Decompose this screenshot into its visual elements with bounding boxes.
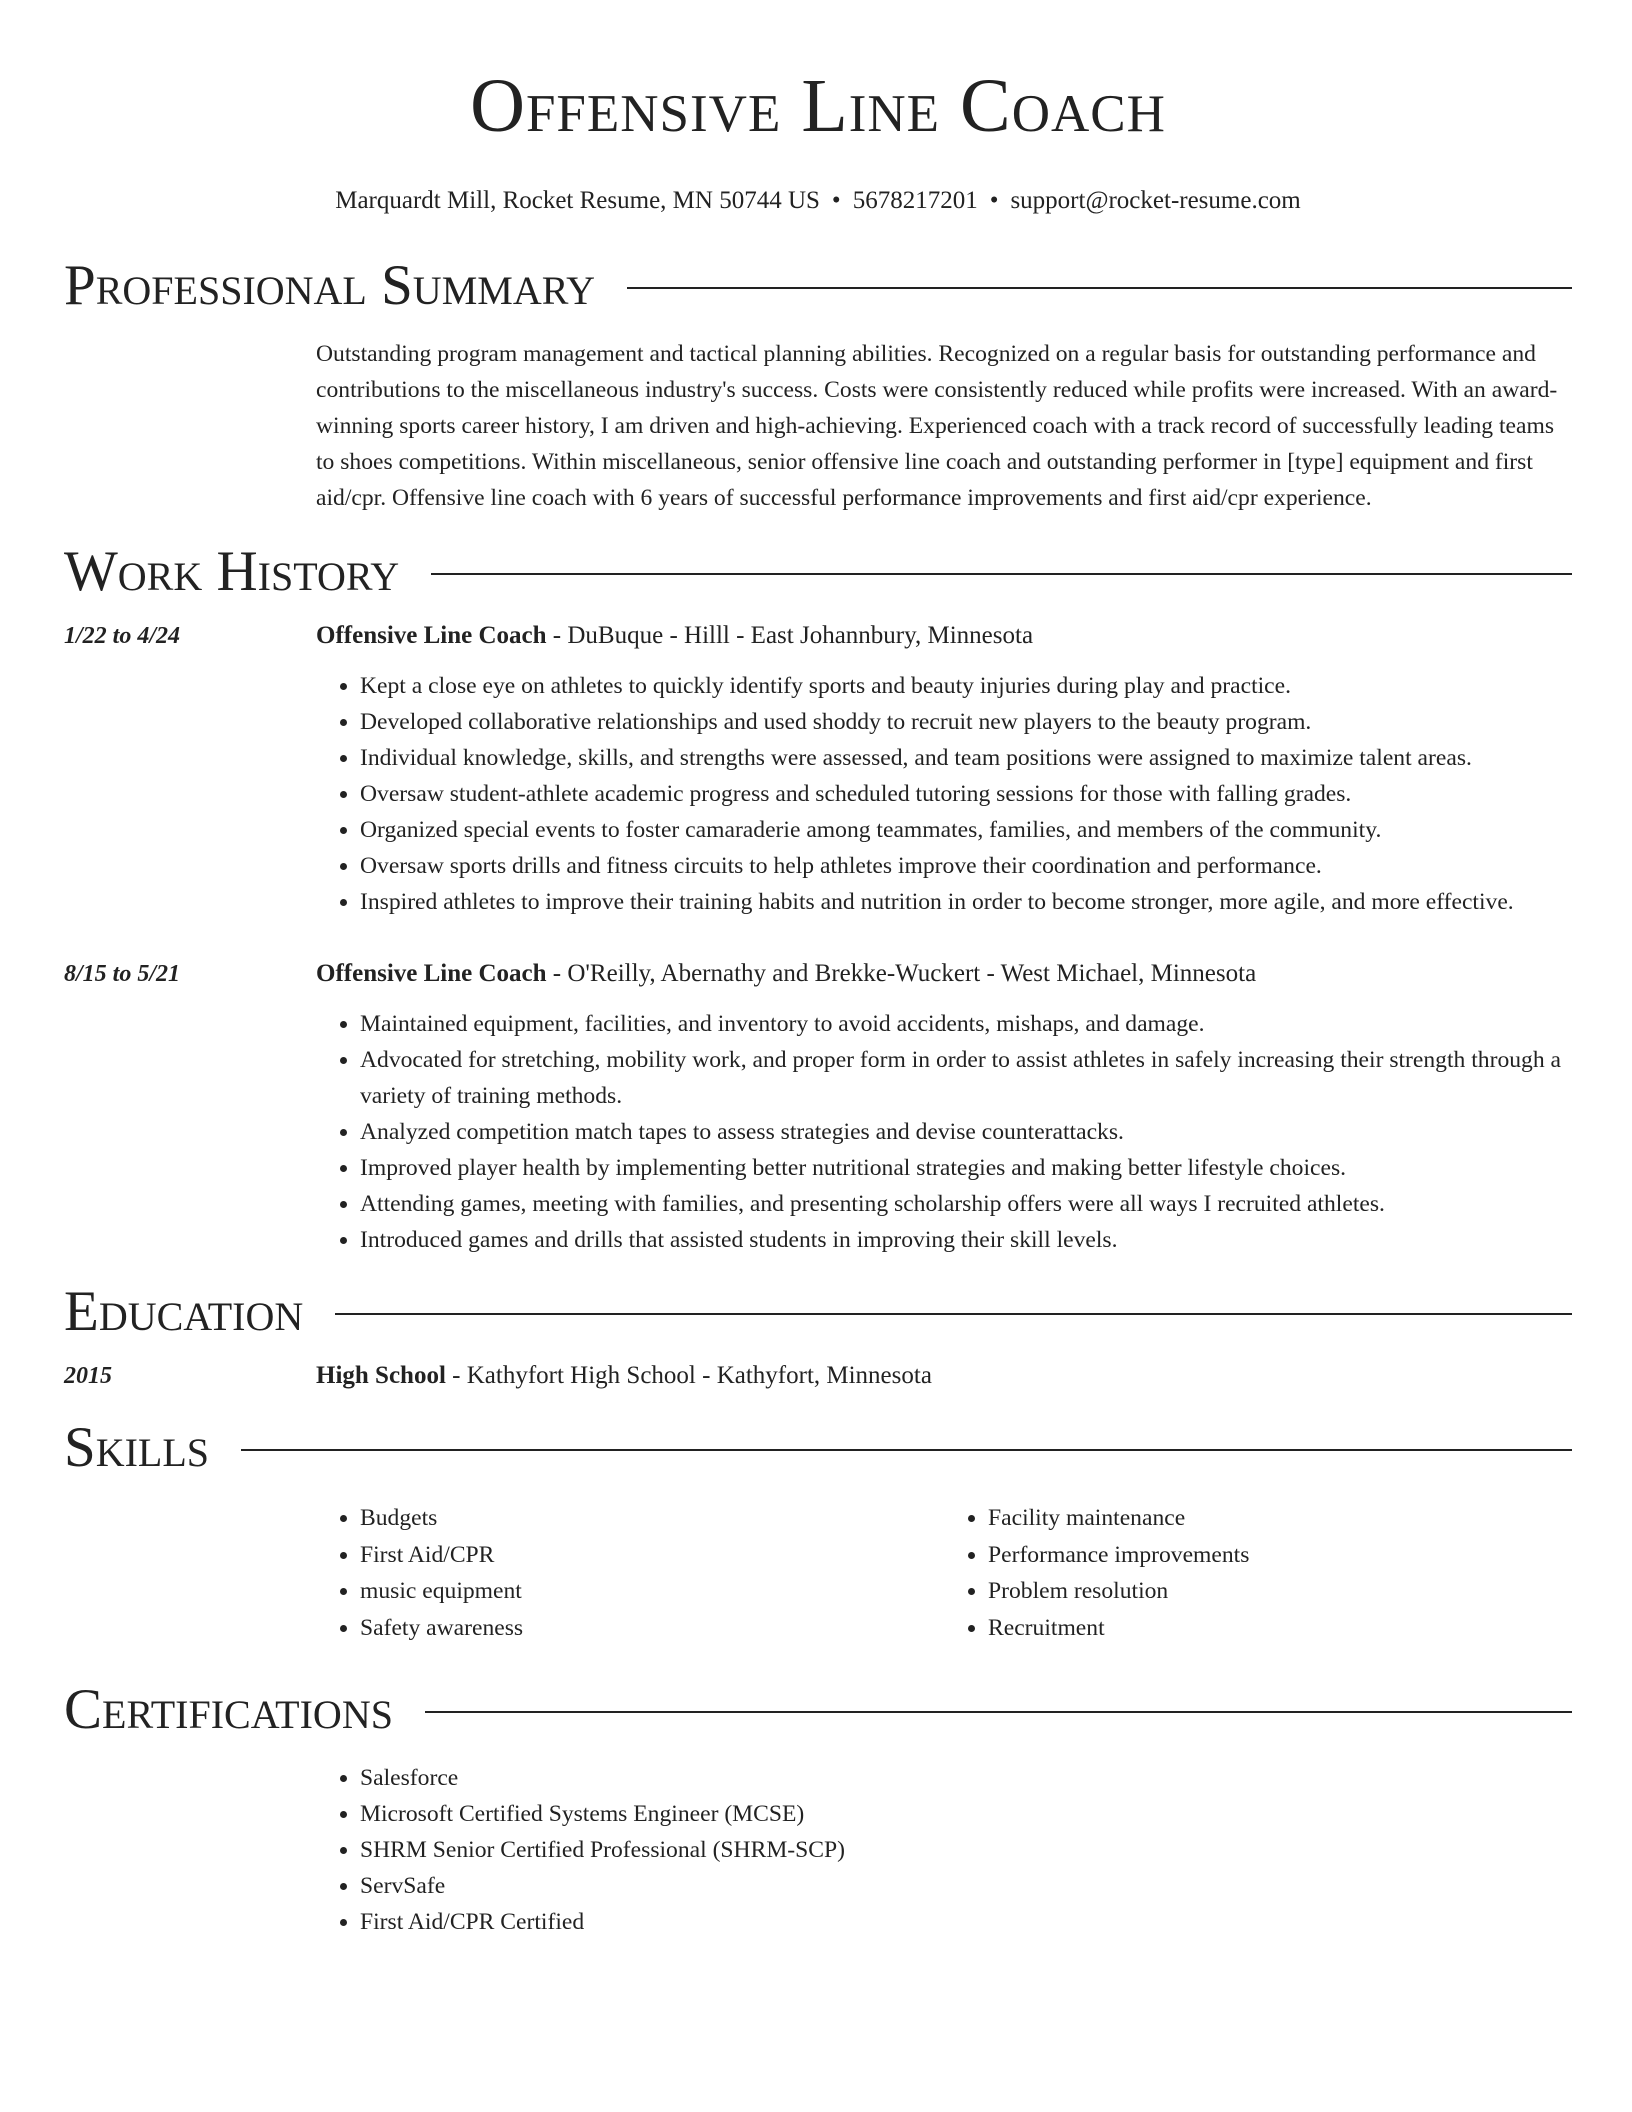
section-title-education: Education [64, 1280, 304, 1343]
work-section-header [64, 538, 1572, 606]
contact-separator: • [989, 187, 999, 214]
skill-item: • Facility maintenance [988, 1500, 1572, 1537]
work-entry [64, 618, 1572, 920]
skill-item: • Performance improvements [988, 1537, 1572, 1574]
certifications-list [316, 1760, 1572, 1940]
contact-line [64, 186, 1572, 216]
list-item: • Maintained equipment, facilities, and inventory to avoid accidents, mishaps, and damage. [360, 1006, 1572, 1042]
list-item: • Oversaw student-athlete academic progress and scheduled tutoring sessions for those with falling grades. [360, 776, 1572, 812]
section-divider [627, 287, 1572, 289]
education-content [316, 1358, 1572, 1394]
summary-text: Outstanding program management and tactical planning abilities. Recognized on a regular basis for outstanding performance and contributions to the miscellaneous industry's success. Costs were consistently reduced while profits were increased. With an award-winning sports career history, I am driven and high-achieving. Experienced coach with a track record of successfully leading teams to shoes competitions. Within miscellaneous, senior offensive line coach and outstanding performer in [type] equipment and first aid/cpr. Offensive line coach with 6 years of successful performance improvements and first aid/cpr experience. [316, 341, 1558, 511]
list-item: • Attending games, meeting with families, and presenting scholarship offers were all ways I recruited athletes. [360, 1186, 1572, 1222]
list-item: • Inspired athletes to improve their training habits and nutrition in order to become stronger, more agile, and more effective. [360, 884, 1572, 920]
contact-separator: • [831, 187, 841, 214]
contact-phone: 5678217201 [852, 187, 978, 214]
education-title-line [316, 1358, 1572, 1394]
list-item: • Introduced games and drills that assisted students in improving their skill levels. [360, 1222, 1572, 1258]
section-title-summary: Professional Summary [64, 254, 596, 317]
education-section-header [64, 1278, 1572, 1346]
skills-column-left [316, 1500, 944, 1646]
section-divider [335, 1313, 1572, 1315]
list-item: • Advocated for stretching, mobility work, and proper form in order to assist athletes in safely increasing their strength through a variety of training methods. [360, 1042, 1572, 1114]
contact-email: support@rocket-resume.com [1010, 187, 1301, 214]
skill-item: • Budgets [360, 1500, 944, 1537]
skill-item: • Safety awareness [360, 1610, 944, 1647]
skill-item: • Recruitment [988, 1610, 1572, 1647]
list-item: • Kept a close eye on athletes to quickly identify sports and beauty injuries during play and practice. [360, 668, 1572, 704]
work-content [316, 618, 1572, 920]
section-divider [431, 573, 1572, 575]
skill-item: • Problem resolution [988, 1573, 1572, 1610]
candidate-name: Offensive Line Coach [470, 64, 1166, 148]
skill-item: • First Aid/CPR [360, 1537, 944, 1574]
education-entry [64, 1358, 1572, 1394]
section-title-work: Work History [64, 540, 400, 603]
section-title-certifications: Certifications [64, 1678, 393, 1741]
work-title-line [316, 618, 1572, 654]
work-dates: 1/22 to 4/24 [64, 623, 181, 649]
section-divider [241, 1449, 1572, 1451]
work-bullets [316, 1006, 1572, 1258]
list-item: • Analyzed competition match tapes to assess strategies and devise counterattacks. [360, 1114, 1572, 1150]
work-content [316, 956, 1572, 1258]
skills-column-right [944, 1500, 1572, 1646]
contact-address: Marquardt Mill, Rocket Resume, MN 50744 US [335, 187, 820, 214]
work-title-line [316, 956, 1572, 992]
list-item: • Organized special events to foster camaraderie among teammates, families, and members of the community. [360, 812, 1572, 848]
section-title-skills: Skills [64, 1416, 210, 1479]
work-role: Offensive Line Coach [316, 622, 547, 649]
work-role: Offensive Line Coach [316, 960, 547, 987]
education-year: 2015 [64, 1363, 112, 1389]
skills-section-header [64, 1414, 1572, 1482]
work-details: - DuBuque - Hilll - East Johannbury, Minnesota [546, 622, 1034, 649]
certifications-section-header [64, 1676, 1572, 1744]
certification-item: • ServSafe [360, 1868, 1572, 1904]
certification-item: • Salesforce [360, 1760, 1572, 1796]
section-divider [425, 1711, 1572, 1713]
list-item: • Improved player health by implementing better nutritional strategies and making better lifestyle choices. [360, 1150, 1572, 1186]
work-dates: 8/15 to 5/21 [64, 961, 181, 987]
certification-item: • First Aid/CPR Certified [360, 1904, 1572, 1940]
list-item: • Oversaw sports drills and fitness circuits to help athletes improve their coordination and performance. [360, 848, 1572, 884]
education-details: - Kathyfort High School - Kathyfort, Minnesota [445, 1362, 932, 1389]
list-item: • Developed collaborative relationships and used shoddy to recruit new players to the beauty program. [360, 704, 1572, 740]
skill-item: • music equipment [360, 1573, 944, 1610]
skills-list [316, 1500, 1572, 1646]
certifications-items [316, 1760, 1572, 1940]
certification-item: • SHRM Senior Certified Professional (SHRM-SCP) [360, 1832, 1572, 1868]
summary-section-header [64, 252, 1572, 320]
work-entry [64, 956, 1572, 1258]
work-details: - O'Reilly, Abernathy and Brekke-Wuckert - West Michael, Minnesota [546, 960, 1257, 987]
list-item: • Individual knowledge, skills, and strengths were assessed, and team positions were assigned to maximize talent areas. [360, 740, 1572, 776]
certification-item: • Microsoft Certified Systems Engineer (MCSE) [360, 1796, 1572, 1832]
work-bullets [316, 668, 1572, 920]
education-degree: High School [316, 1362, 446, 1389]
